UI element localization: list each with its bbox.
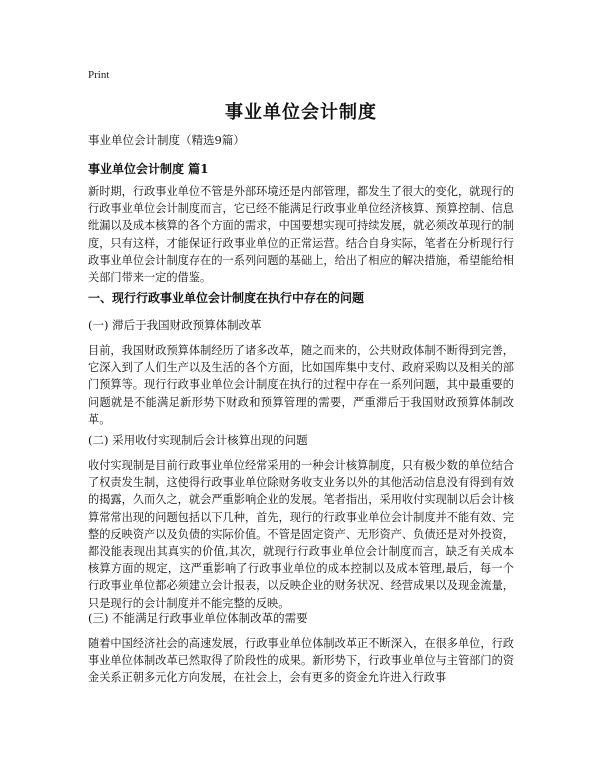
paragraph-1: 目前，我国财政预算体制经历了诸多改革，随之而来的，公共财政体制不断得到完善，它深入到了人们生产以及生活的各个方面，比如国库集中支付、政府采购以及相关的部门预算等。现行行政事业单位会计制度在执行的过程中存在一系列问题，其中最重要的问题就是不能满足新形势下财政和预算管理的需要，严重滞后于我国财政预算体制改革。 (88, 344, 514, 426)
paragraph-3: 随着中国经济社会的高速发展，行政事业单位体制改革正不断深入，在很多单位，行政事业单位体制改革已然取得了阶段性的成果。新形势下，行政事业单位与主管部门的资金关系正朝多元化方向发展，在社会上，会有更多的资金允许进入行政事 (88, 637, 514, 685)
paragraph-2: 收付实现制是目前行政事业单位经常采用的一种会计核算制度，只有极少数的单位结合了权责发生制，这使得行政事业单位除财务收支业务以外的其他活动信息没有得到有效的揭露，久而久之，就会严重影响企业的发展。笔者指出，采用收付实现制以后会计核算常常出现的问题包括以下几种，首先，现行的行政事业单位会计制度并不能有效、完整的反映资产以及负债的实际价值。不管是固定资产、无形资产、负债还是对外投资，都没能表现出其真实的价值,其次，就现行行政事业单位会计制度而言，缺乏有关成本核算方面的规定，这严重影响了行政事业单位的成本控制以及成本管理,最后，每一个行政事业单位都必须建立会计报表，以反映企业的财务状况、经营成果以及现金流量，只是现行的会计制度并不能完整的反映。 (88, 459, 514, 610)
document-title: 事业单位会计制度 (225, 102, 377, 123)
sub-heading-1: (一) 滞后于我国财政预算体制改革 (88, 318, 262, 332)
sub-heading-2: (二) 采用收付实现制后会计核算出现的问题 (88, 433, 308, 447)
intro-paragraph: 新时期，行政事业单位不管是外部环境还是内部管理，都发生了很大的变化，就现行的行政事业单位会计制度而言，它已经不能满足行政事业单位经济核算、预算控制、信息纰漏以及成本核算的各个方面的需求，中国要想实现可持续发展，就必须改革现行的制度，只有这样，才能保证行政事业单位的正常运营。结合自身实际，笔者在分析现行行政事业单位会计制度存在的一系列问题的基础上，给出了相应的解决措施，希望能给相关部门带来一定的借鉴。 (88, 185, 514, 285)
document-subtitle: 事业单位会计制度（精选9篇） (88, 133, 245, 147)
print-label: Print (88, 69, 110, 81)
sub-heading-3: (三) 不能满足行政事业单位体制改革的需要 (88, 611, 308, 625)
section-heading: 事业单位会计制度 篇1 (88, 162, 209, 176)
main-heading: 一、现行行政事业单位会计制度在执行中存在的问题 (88, 291, 365, 305)
